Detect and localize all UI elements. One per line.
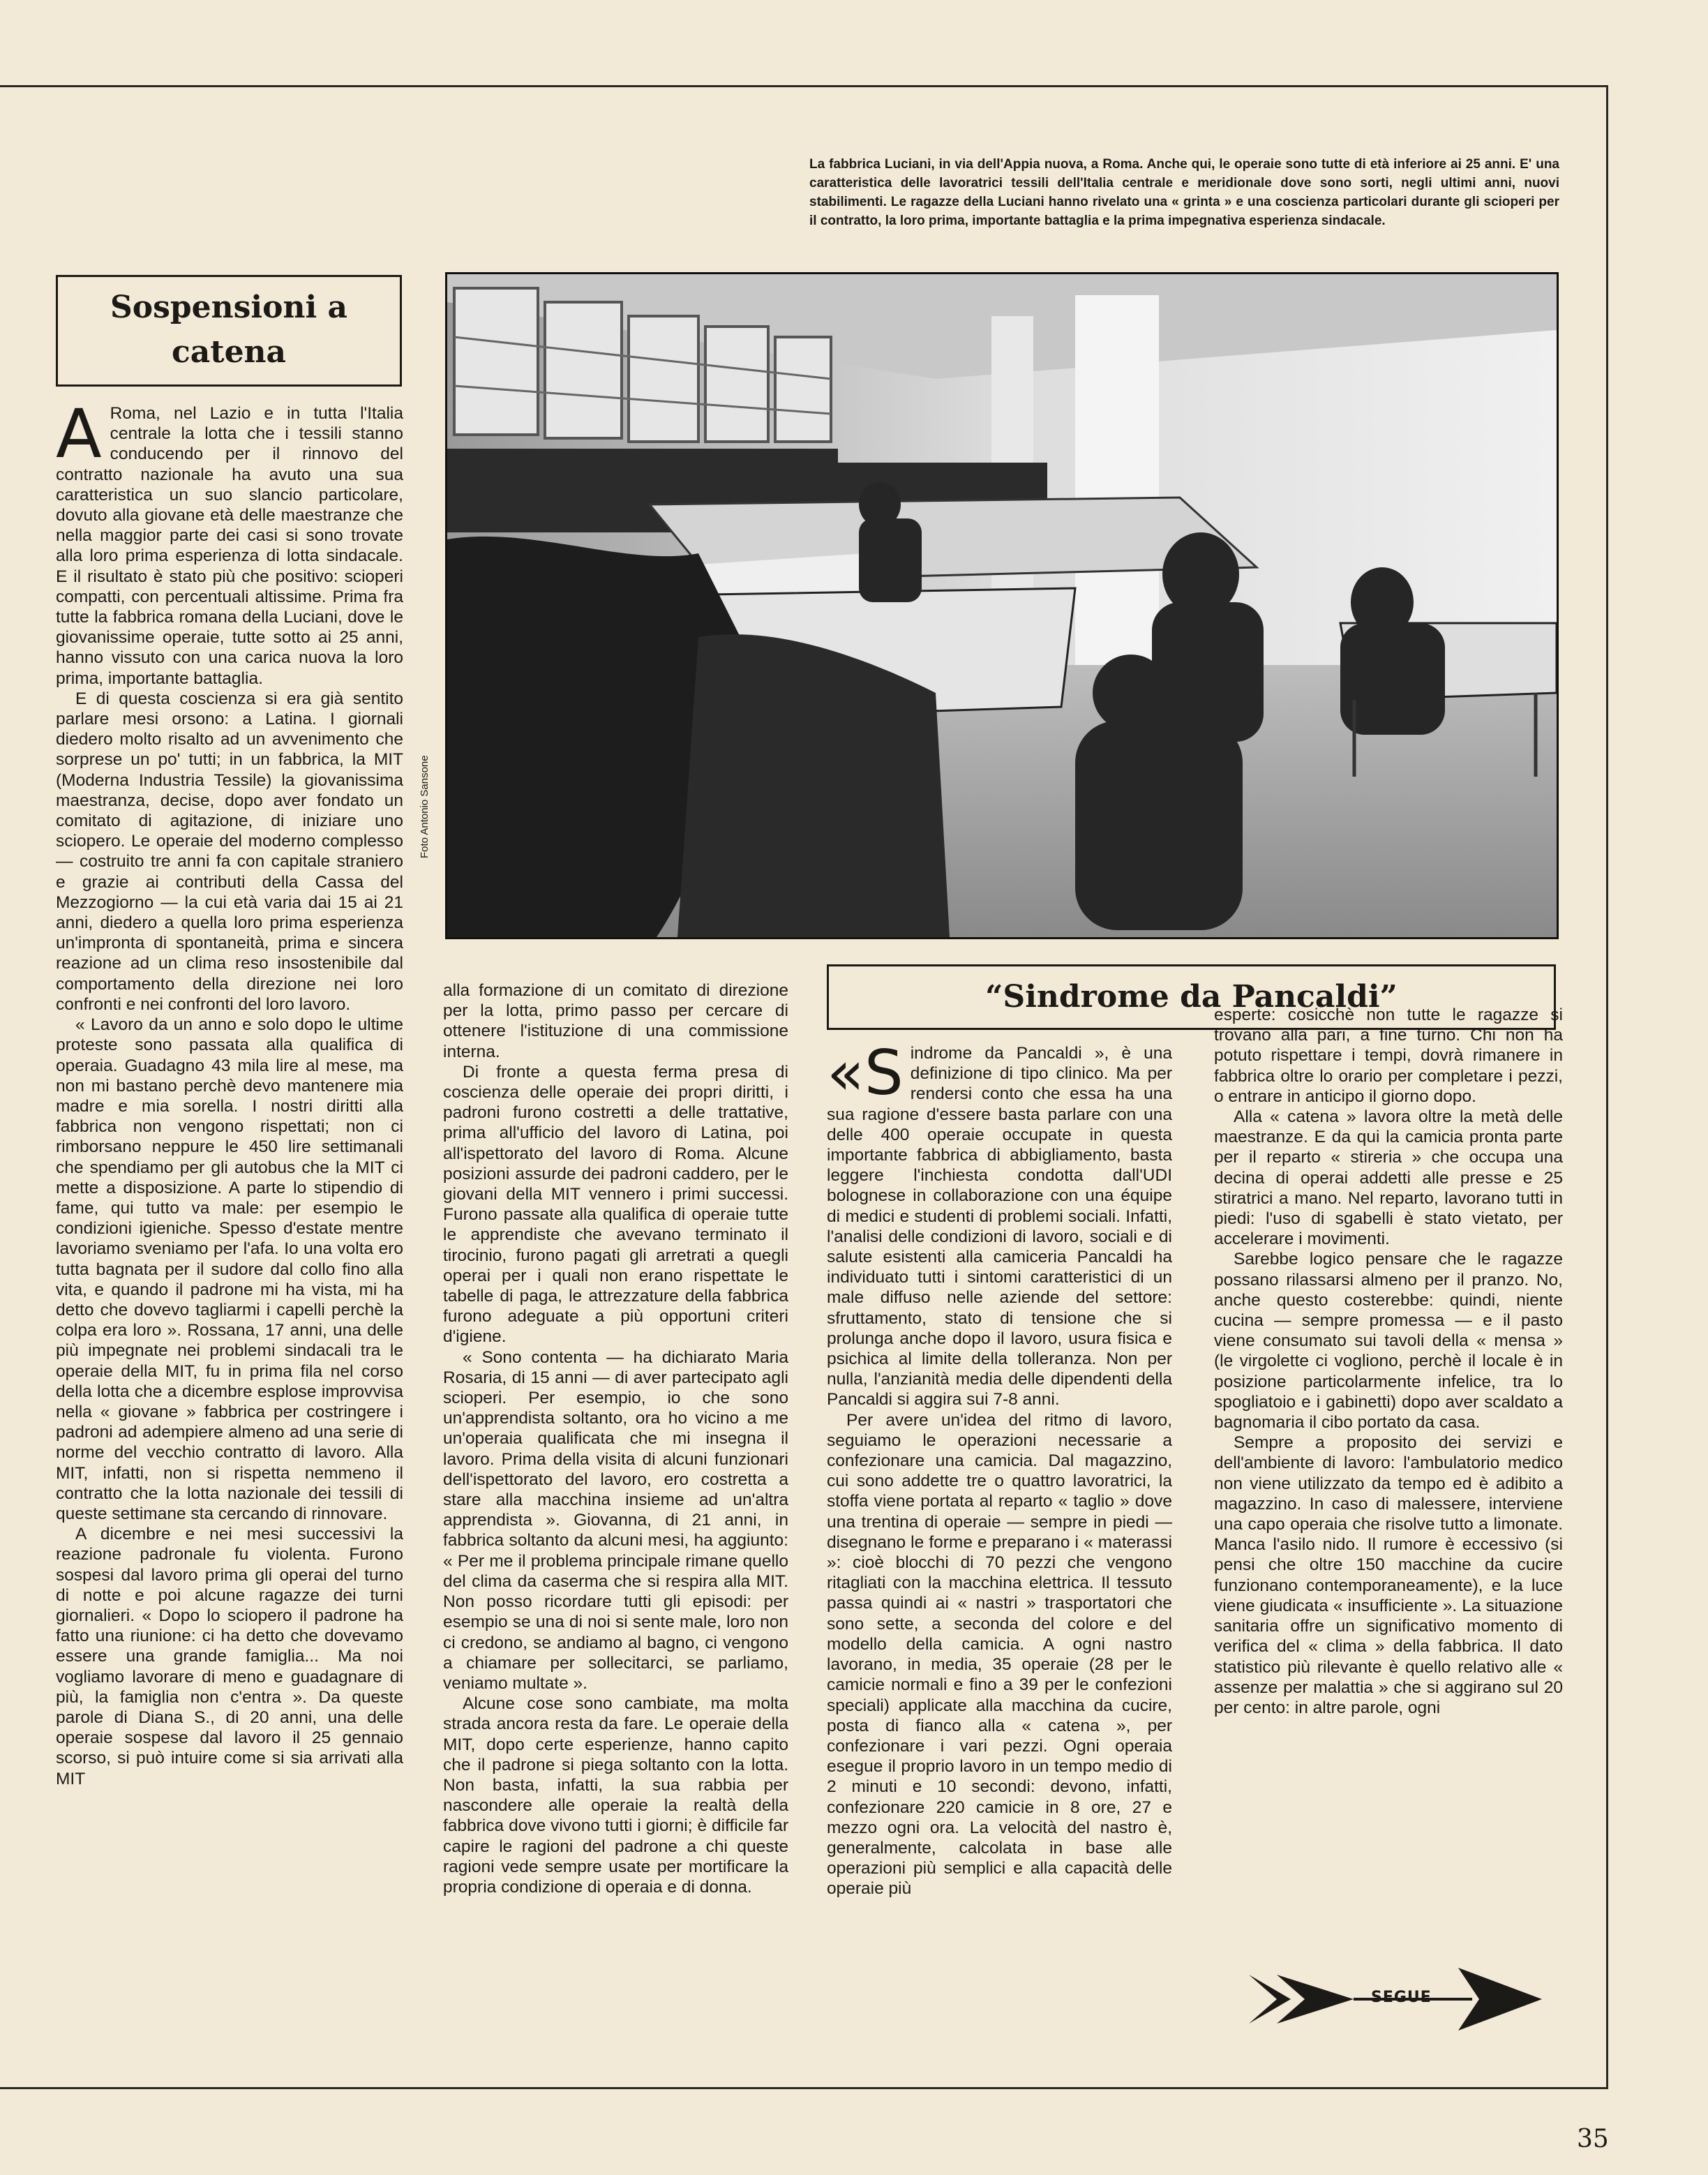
section-title-sospensioni: Sospensioni a catena xyxy=(56,275,402,387)
column-2 xyxy=(443,980,788,2027)
paragraph: «Sindrome da Pancaldi », è una definizione di tipo clinico. Ma per rendersi conto che essa ha una sua ragione d'essere basta parlare con una delle 400 operaie occupate in questa importante fabbrica di abbigliamento, basta leggere l'inchiesta condotta dall'UDI bolognese in collaborazione con una équipe di medici e studenti di problemi sociali. Infatti, l'analisi delle condizioni di lavoro, sociali e di salute esistenti alla camiceria Pancaldi ha individuato tutti i sintomi caratteristici di un male diffuso nelle aziende del settore: sfruttamento, stato di tensione che si prolunga anche dopo il lavoro, usura fisica e psichica al limite della tolleranza. Non per nulla, l'anzianità media delle dipendenti della Pancaldi si aggira sui 7-8 anni. xyxy=(827,1037,1172,1410)
paragraph: Di fronte a questa ferma presa di coscienza delle operaie dei propri diritti, i padroni furono costretti a delle trattative, prima all'ufficio del lavoro di Latina, poi all'ispettorato del lavoro di Roma. Alcune posizioni assurde dei padroni caddero, per le giovani della MIT vennero i primi successi. Furono passate alla qualifica di operaie tutte le apprendiste che avevano terminato il tirocinio, furono pagati gli arretrati a quegli operai per i quali non erano rispettate le tabelle di paga, le attrezzature della fabbrica furono adeguate a più opportuni criteri d'igiene. xyxy=(443,1062,788,1347)
factory-photo xyxy=(445,272,1559,939)
column-1 xyxy=(56,395,403,2022)
paragraph: Alcune cose sono cambiate, ma molta strada ancora resta da fare. Le operaie della MIT, dopo certe esperienze, hanno capito che il padrone si piega soltanto con la lotta. Non basta, infatti, la sua rabbia per nascondere alle operaie la realtà della fabbrica dove vivono tutti i giorni; è difficile far capire le ragioni del padrone a chi queste ragioni vede sempre usate per mortificare la propria condizione di operaia e di donna. xyxy=(443,1694,788,1897)
column-4 xyxy=(1214,1005,1563,1933)
paragraph: « Sono contenta — ha dichiarato Maria Rosaria, di 15 anni — di aver partecipato agli scioperi. Per esempio, io che sono un'apprendista soltanto, ora ho vicino a me un'operaia qualificata che mi insegna il lavoro. Prima della visita di alcuni funzionari dell'ispettorato del lavoro, ero costretta a stare alla macchina insieme ad un'altra apprendista ». Giovanna, di 21 anni, in fabbrica soltanto da alcuni mesi, ha aggiunto: « Per me il problema principale rimane quello del clima da caserma che si respira alla MIT. Non posso ricordare tutti gli episodi: per esempio se una di noi si sente male, loro non ci credono, se andiamo al bagno, ci vengono a chiamare per sollecitarci, se parliamo, veniamo multate ». xyxy=(443,1347,788,1693)
drop-cap: A xyxy=(56,395,102,473)
paragraph: alla formazione di un comitato di direzione per la lotta, primo passo per cercare di ottenere l'istituzione di una commissione interna. xyxy=(443,981,788,1061)
paragraph: A dicembre e nei mesi successivi la reazione padronale fu violenta. Furono sospesi dal lavoro prima gli operai del turno di notte e poi alcune ragazze dei turni giornalieri. « Dopo lo sciopero il padrone ha fatto una riunione: ci ha detto che dovevamo essere una grande famiglia... Ma noi vogliamo lavorare di meno e guadagnare di più, la famiglia non c'entra ». Da queste parole di Diana S., di 20 anni, una delle operaie sospese dal lavoro il 25 gennaio scorso, si può intuire come si sia arrivati alla MIT xyxy=(56,1525,403,1788)
paragraph: A Roma, nel Lazio e in tutta l'Italia centrale la lotta che i tessili stanno conducendo per il rinnovo del contratto nazionale ha avuto una sua caratteristica un suo slancio particolare, dovuto alla giovane età delle maestranze che nella maggior parte dei casi si sono trovate alla loro prima esperienza di lotta sindacale. E il risultato è stato più che positivo: scioperi compatti, con percentuali altissime. Prima fra tutte la fabbrica romana della Luciani, dove le giovanissime operaie, tutte sotto ai 25 anni, hanno vissuto con una carica nuova la loro prima, importante battaglia. xyxy=(56,395,403,688)
paragraph: E di questa coscienza si era già sentito parlare mesi orsono: a Latina. I giornali diedero molto risalto ad un avvenimento che sorprese un po' tutti; in un fabbrica, la MIT (Moderna Industria Tessile) la giovanissima maestranza, decise, dopo aver fondato un comitato di agitazione, di iniziare uno sciopero. Le operaie del moderno complesso — costruito tre anni fa con capitale straniero e grazie ai contributi della Cassa del Mezzogiorno — la cui età varia dai 15 ai 21 anni, diedero a quella loro prima esperienza un'impronta di spontaneità, prima e sincera reazione ad un clima reso insostenibile dal comportamento della direzione nei loro confronti e nei confronti del loro lavoro. xyxy=(56,689,403,1014)
drop-cap: «S xyxy=(827,1037,904,1109)
paragraph: « Lavoro da un anno e solo dopo le ultime proteste sono passata alla qualifica di operaia. Guadagno 43 mila lire al mese, ma non mi bastano perchè devo mantenere mia madre e mia sorella. I nostri diritti alla fabbrica non vengono rispettati; non ci rimborsano neppure le 450 lire settimanali che spendiamo per gli autobus che la MIT ci mette a disposizione. A parte lo stipendio di fame, qui tutto va male: per esempio le condizioni igieniche. Spesso d'estate mentre lavoriamo sveniamo per l'afa. Io una volta ero tutta bagnata per il sudore dal collo fino alla vita, e quando il padrone mi ha vista, mi ha detto che dovevo tagliarmi i capelli perchè la colpa era loro ». Rossana, 17 anni, una delle più impegnate nei problemi sindacali tra le operaie della MIT, fu in prima fila nel corso della lotta che a dicembre esplose improvvisa nella « giovane » fabbrica per costringere i padroni ad adempiere almeno ad una serie di norme del vecchio contratto di lavoro. Alla MIT, infatti, non si rispetta nemmeno il contratto che la lotta nazionale dei tessili di queste settimane sta cercando di rinnovare. xyxy=(56,1015,403,1523)
paragraph: Sarebbe logico pensare che le ragazze possano rilassarsi almeno per il pranzo. No, anche questo costerebbe: quindi, niente cucina — sempre promessa — e il pasto viene consumato sui tavoli della « mensa » (le virgolette ci vogliono, perchè il locale è in posizione particolarmente infelice, tra lo spogliatoio e i gabinetti) dopo aver scaldato a bagnomaria il cibo portato da casa. xyxy=(1214,1250,1563,1433)
paragraph: esperte: cosicchè non tutte le ragazze si trovano alla pari, a fine turno. Chi non ha potuto rispettare i tempi, dovrà rimanere in fabbrica oltre lo orario per completare i pezzi, o entrare in anticipo il giorno dopo. xyxy=(1214,1006,1563,1106)
page-number: 35 xyxy=(1577,2125,1609,2153)
segue-label: SEGUE xyxy=(1371,1989,1432,2006)
paragraph: Sempre a proposito dei servizi e dell'ambiente di lavoro: l'ambulatorio medico non viene utilizzato da tempo ed è adibito a magazzino. In caso di malessere, interviene una capo operaia che risolve tutto a limonate. Manca l'asilo nido. Il rumore è eccessivo (si pensi che oltre 150 macchine da cucire funzionano contemporaneamente), e la luce viene giudicata « insufficiente ». La situazione sanitaria offre un significativo momento di verifica del « clima » della fabbrica. Il dato statistico più rilevante è quello relativo alle « assenze per malattia » che si aggirano sul 20 per cento: in altre parole, ogni xyxy=(1214,1433,1563,1717)
photo-credit: Foto Antonio Sansone xyxy=(419,755,430,858)
photo-caption: La fabbrica Luciani, in via dell'Appia nuova, a Roma. Anche qui, le operaie sono tutte di età inferiore ai 25 anni. E' una caratteristica delle lavoratrici tessili dell'Italia centrale e meridionale dove sono sorti, negli ultimi anni, nuovi stabilimenti. Le ragazze della Luciani hanno rivelato una « grinta » e una coscienza particolari durante gli scioperi per il contratto, la loro prima, importante battaglia e la prima impegnativa esperienza sindacale. xyxy=(809,157,1559,228)
column-3 xyxy=(827,1037,1172,2027)
continue-arrow[interactable] xyxy=(1249,1961,1542,2038)
paragraph: Per avere un'idea del ritmo di lavoro, seguiamo le operazioni necessarie a confezionare una camicia. Dal magazzino, cui sono addette tre o quattro lavoratrici, la stoffa viene portata al reparto « taglio » dove una trentina di operaie — sempre in piedi — disegnano le forme e preparano i « materassi »: cioè blocchi di 70 pezzi che vengono ritagliati con la macchina elettrica. Il tessuto passa quindi ai « nastri » trasportatori che sono sette, a seconda del colore e del modello della camicia. A ogni nastro lavorano, in media, 35 operaie (28 per le camicie normali e fino a 39 per le confezioni speciali) applicate alla macchina da cucire, posta di fianco alla « catena », per confezionare i vari pezzi. Ogni operaia esegue il proprio lavoro in un tempo medio di 2 minuti e 10 secondi: devono, infatti, confezionare 220 camicie in 8 ore, 27 e mezzo ogni ora. La velocità del nastro è, generalmente, calcolata in base alle operazioni più semplici e alla capacità delle operaie più xyxy=(827,1410,1172,1899)
section-title-sindrome: “Sindrome da Pancaldi” xyxy=(827,964,1556,1030)
paragraph: Alla « catena » lavora oltre la metà delle maestranze. E da qui la camicia pronta parte per il reparto « stireria » che occupa una decina di operai addetti alle presse e 25 stiratrici a mano. Nel reparto, lavorano tutti in piedi: l'uso di sgabelli è stato vietato, per accelerare i movimenti. xyxy=(1214,1107,1563,1249)
